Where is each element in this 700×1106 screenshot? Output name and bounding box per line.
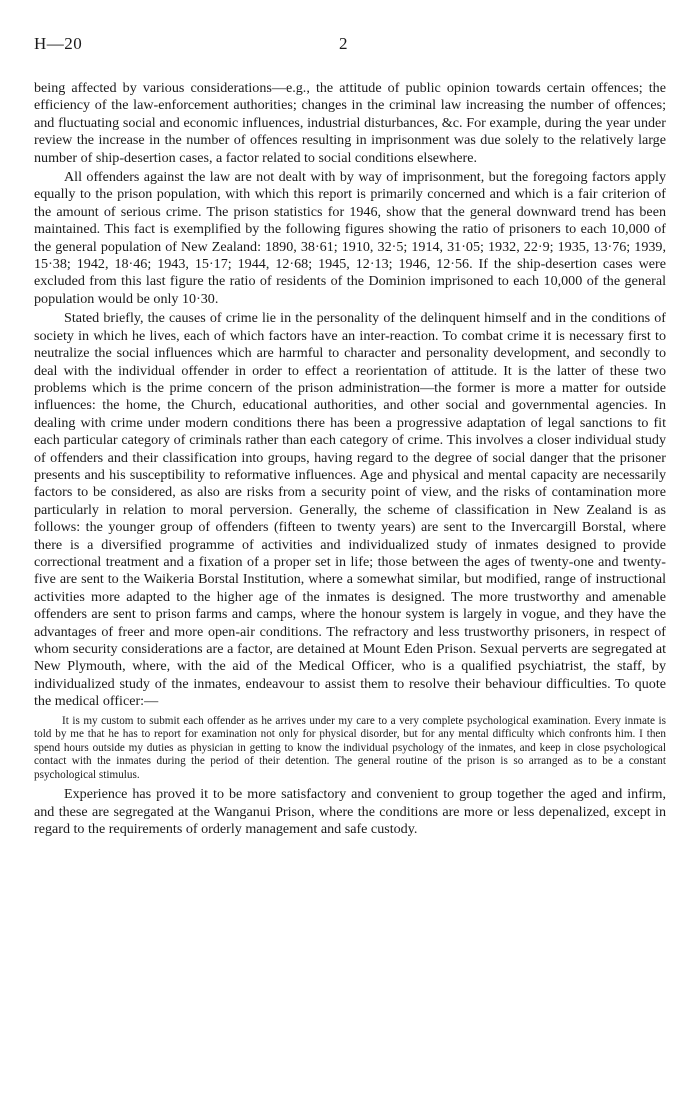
paragraph-causes-of-crime: Stated briefly, the causes of crime lie in the personality of the delinquent himself and in the conditions of society in which he lives, each of which factors have an inter-reaction. To combat crime it is necessary first to neutralize the social influences which are harmful to character and personality development, and secondly to deal with the individual offender in order to effect a reorientation of attitude. It is the latter of these two problems which is the prime concern of the prison administration—the former is more a matter for outside influences: the home, the Church, educational authorities, and other social and governmental agencies. In dealing with crime under modern conditions there has been a progressive adaptation of legal sanctions to fit each particular category of criminals rather than each category of crime. This involves a closer individual study of offenders and their classification into groups, having regard to the degree of social danger that the prisoner presents and his susceptibility to reformative influences. Age and physical and mental capacity are necessarily factors to be considered, as also are risks from a security point of view, and the risks of contamination more particularly in relation to moral perversion. Generally, the scheme of classification in New Zealand is as follows: the younger group of offenders (fifteen to twenty years) are sent to the Invercargill Borstal, where there is a diversified programme of activities and individualized study of inmates designed to provide correctional treatment and a fixation of a proper set in life; those between the ages of twenty-one and twenty-five are sent to the Waikeria Borstal Institution, where a somewhat similar, but modified, range of instructional activities more adapted to the higher age of the inmates is designed. The more trustworthy and amenable offenders are sent to prison farms and camps, where the honour system is largely in vogue, and they have the advantages of freer and more open-air conditions. The refractory and less trustworthy prisoners, in respect of whom security considerations are a factor, are detained at Mount Eden Prison. Sexual perverts are segregated at New Plymouth, where, with the aid of the Medical Officer, who is a qualified psychiatrist, the staff, by individualized study of the inmates, endeavour to assist them to resolve their behaviour difficulties. To quote the medical officer:—	[34, 310, 666, 710]
page-number: 2	[339, 34, 348, 53]
document-body	[34, 80, 666, 838]
parliamentary-paper-reference: H—20	[34, 34, 83, 53]
paragraph-continued: being affected by various considerations—e.g., the attitude of public opinion towards certain offences; the efficiency of the law-enforcement authorities; changes in the criminal law increasing the number of offences; and fluctuating social and economic influences, industrial disturbances, &c. For example, during the year under review the increase in the number of offences resulting in imprisonment was due solely to the relatively large number of ship-desertion cases, a factor related to social conditions elsewhere.	[34, 80, 666, 166]
paragraph-prison-statistics: All offenders against the law are not dealt with by way of imprisonment, but the foregoing factors apply equally to the prison population, with which this report is primarily concerned and which is a fair criterion of the amount of serious crime. The prison statistics for 1946, show that the general downward trend has been maintained. This fact is exemplified by the following figures showing the ratio of prisoners to each 10,000 of the general population of New Zealand: 1890, 38·61; 1910, 32·5; 1914, 31·05; 1932, 22·9; 1935, 13·76; 1939, 15·38; 1942, 18·46; 1943, 15·17; 1944, 12·68; 1945, 12·13; 1946, 12·56. If the ship-desertion cases were excluded from this last figure the ratio of residents of the Dominion imprisoned to each 10,000 of the general population would be only 10·30.	[34, 169, 666, 307]
document-page	[34, 34, 666, 838]
medical-officer-quote: It is my custom to submit each offender as he arrives under my care to a very complete psychological examination. Every inmate is told by me that he has to report for examination not only for physical disorder, but for any mental difficulty which confronts him. I then spend hours outside my duties as physician in getting to know the individual psychology of the inmates, and keep in close psychological contact with the inmates during the period of their detention. The general routine of the prison is so arranged as to be a constant psychological stimulus.	[34, 714, 666, 781]
page-header	[34, 34, 666, 60]
paragraph-aged-infirm: Experience has proved it to be more satisfactory and convenient to group together the aged and infirm, and these are segregated at the Wanganui Prison, where the conditions are more or less depenalized, except in regard to the requirements of orderly management and safe custody.	[34, 786, 666, 837]
